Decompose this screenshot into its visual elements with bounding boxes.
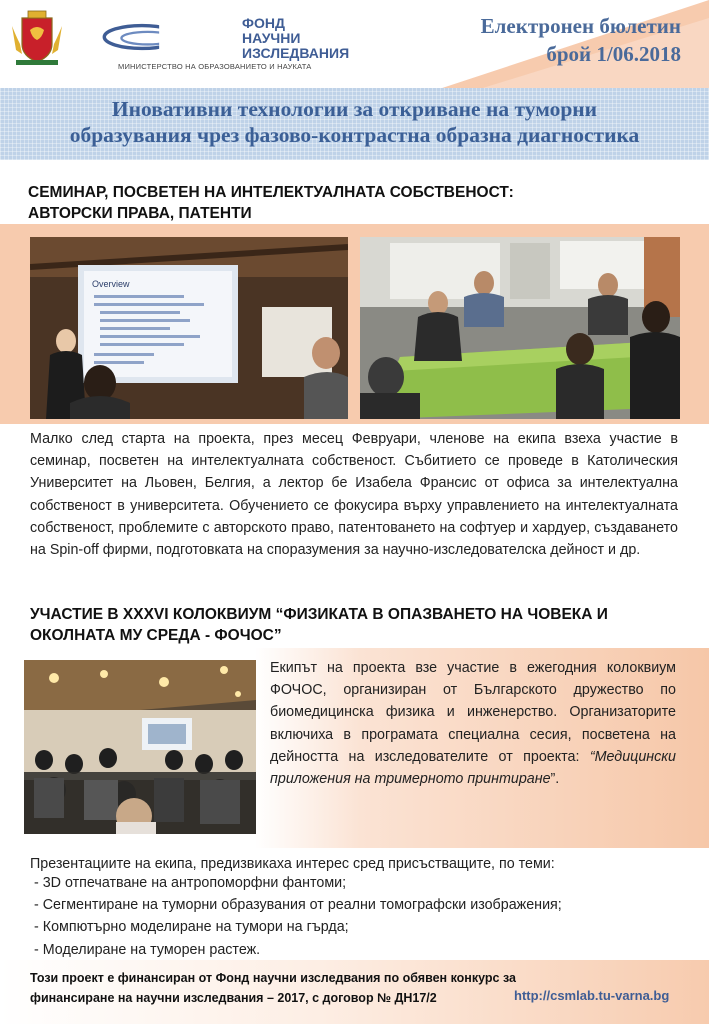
section2-topics-intro: Презентациите на екипа, предизвикаха интерес сред присъстващите, по теми:: [30, 856, 555, 872]
section2-heading-line: ОКОЛНАТА МУ СРЕДА - ФОЧОС”: [30, 627, 282, 644]
org-name-line: ИЗСЛЕДВАНИЯ: [242, 45, 350, 61]
page-title: [0, 96, 709, 148]
org-name: [242, 16, 362, 61]
colloquium-audience-photo: [24, 660, 256, 834]
project-url-link[interactable]: http://csmlab.tu-varna.bg: [514, 988, 670, 1003]
section1-heading-line: АВТОРСКИ ПРАВА, ПАТЕНТИ: [28, 205, 252, 222]
fni-logo-icon: [102, 12, 182, 62]
funding-note-line: финансиране на научни изследвания – 2017, с договор № ДН17/2: [30, 991, 437, 1005]
section2-topics-list: [34, 872, 684, 961]
section2-text-plain: Екипът на проекта взе участие в ежегодния колоквиум ФОЧОС, организиран от Българското дружество по биомедицинска физика и инженерство. Организаторите включиха в програмата специална сесия, посветена на дейността на изследователите от проекта:: [270, 660, 676, 765]
bulletin-title: Електронен бюлетин: [480, 14, 681, 38]
section2-heading: [30, 604, 680, 646]
org-name-line: НАУЧНИ: [242, 30, 301, 46]
section1-heading: [28, 182, 628, 224]
funding-note-line: Този проект е финансиран от Фонд научни изследвания по обявен конкурс за: [30, 971, 516, 985]
section2-text-end: ”.: [550, 771, 560, 788]
section2-heading-line: УЧАСТИЕ В XXXVI КОЛОКВИУМ “ФИЗИКАТА В ОПАЗВАНЕТО НА ЧОВЕКА И: [30, 606, 608, 623]
bulletin-issue: брой 1/06.2018: [546, 42, 681, 66]
seminar-lecture-photo: [30, 237, 348, 419]
section1-heading-line: СЕМИНАР, ПОСВЕТЕН НА ИНТЕЛЕКТУАЛНАТА СОБСТВЕНОСТ:: [28, 184, 514, 201]
org-name-line: ФОНД: [242, 15, 285, 31]
funding-note: [30, 968, 590, 1008]
bulletin-label: [481, 12, 681, 68]
list-item: - Сегментиране на туморни образувания от реални томографски изображения;: [34, 894, 684, 916]
list-item: - 3D отпечатване на антропоморфни фантоми;: [34, 872, 684, 894]
ministry-label: МИНИСТЕРСТВО НА ОБРАЗОВАНИЕТО И НАУКАТА: [118, 62, 312, 71]
section1-text: Малко след старта на проекта, през месец Февруари, членове на екипа взеха участие в семинар, посветен на интелектуалната собственост. Събитието се проведе в Католическия Университет на Льовен, Белгия, а лектор бе Изабела Франсис от офиса за интелектуална собственост в университета. Обучението се фокусира върху управлението на интелектуалната собственост, проблемите с авторското право, патентоването на софтуер и хардуер, създаването на Spin-off фирми, подготовката на споразумения за научно-изследователска дейност и др.: [30, 431, 678, 559]
section2-text: [270, 657, 676, 790]
page-title-line: Иновативни технологии за откриване на туморни: [111, 97, 598, 121]
slide-title: Overview: [92, 279, 130, 289]
bulgarian-coat-of-arms-icon: [8, 8, 66, 68]
seminar-meeting-photo: [360, 237, 680, 419]
list-item: - Компютърно моделиране на тумори на гърда;: [34, 916, 684, 938]
section2-text-italic: “Медицински приложения на тримерното принтиране: [270, 748, 676, 788]
list-item: - Моделиране на туморен растеж.: [34, 939, 684, 961]
page-title-line: образувания чрез фазово-контрастна образна диагностика: [69, 123, 640, 147]
